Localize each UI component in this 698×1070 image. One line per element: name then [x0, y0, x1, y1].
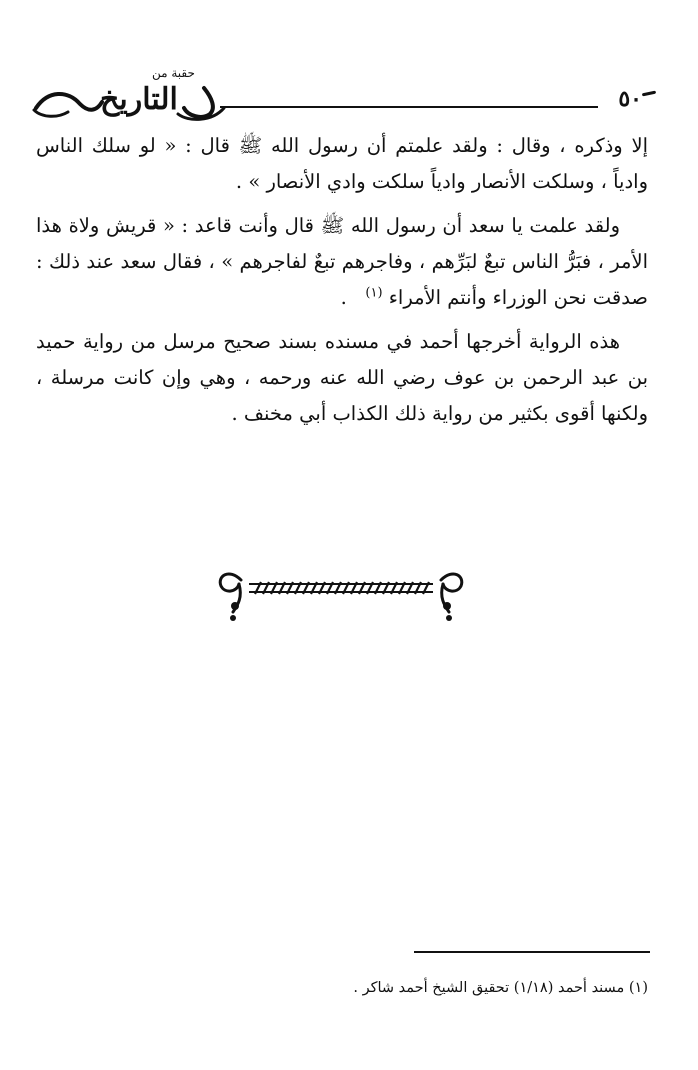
- book-title: التاريخ: [100, 82, 178, 117]
- footnote-rule: [414, 951, 650, 953]
- header-rule: [220, 106, 598, 108]
- paragraph-2-text: ولقد علمت يا سعد أن رسول الله ﷺ قال وأنت قاعد : « قريش ولاة هذا الأمر ، فبَرُّ الناس تبعٌ لبَرِّهم ، وفاجرهم تبعٌ لفاجرهم » ، فقال سعد عند ذلك : صدقت نحن الوزراء وأنتم الأمراء: [36, 214, 648, 309]
- page-number: ٥٠: [618, 86, 642, 112]
- paragraph-2-end: .: [340, 286, 347, 309]
- page-number-dash: [642, 91, 656, 97]
- paragraph-2: [36, 208, 648, 316]
- book-title-logo: [28, 68, 228, 126]
- book-title-small: حقبة من: [152, 66, 195, 80]
- main-text: [36, 128, 648, 440]
- paragraph-1: إلا وذكره ، وقال : ولقد علمتم أن رسول الله ﷺ قال : « لو سلك الناس وادياً ، وسلكت الأنصار وادياً سلكت وادي الأنصار » .: [36, 134, 648, 193]
- section-ornament-icon: [215, 562, 467, 622]
- paragraph-3: هذه الرواية أخرجها أحمد في مسنده بسند صحيح مرسل من رواية حميد بن عبد الرحمن بن عوف رضي الله عنه ورحمه ، وهي وإن كانت مرسلة ، ولكنها أقوى بكثير من رواية ذلك الكذاب أبي مخنف .: [36, 330, 648, 425]
- page-header: [28, 68, 656, 128]
- footnote-1: (١) مسند أحمد (١/١٨) تحقيق الشيخ أحمد شاكر .: [353, 980, 648, 996]
- footnote-reference: (١): [365, 285, 383, 301]
